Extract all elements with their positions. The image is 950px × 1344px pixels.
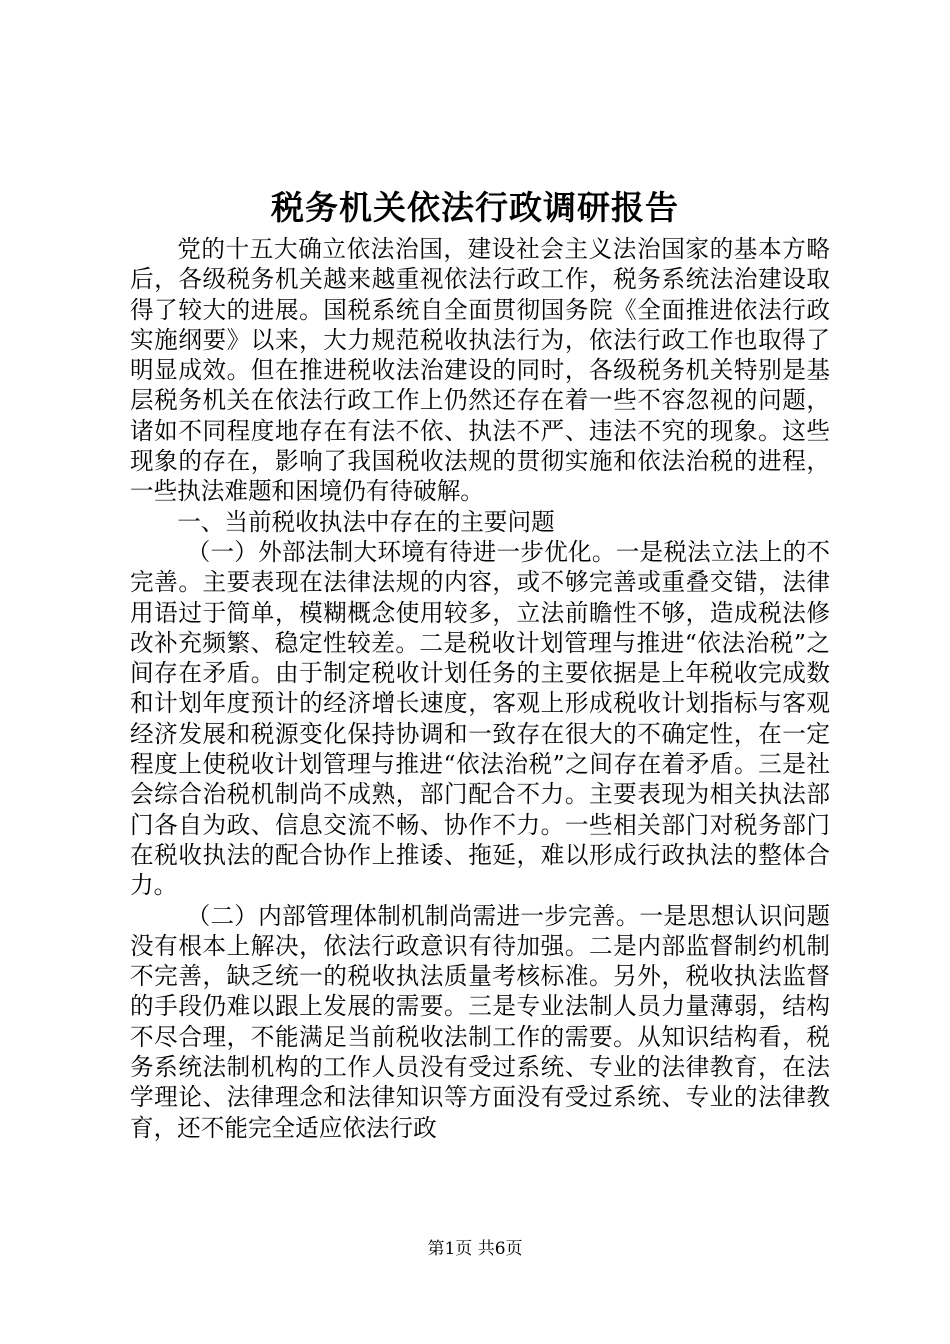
document-body: [130, 234, 830, 1143]
document-title: 税务机关依法行政调研报告: [271, 188, 679, 227]
intro-paragraph: 党的十五大确立依法治国，建设社会主义法治国家的基本方略后，各级税务机关越来越重视依法行政工作，税务系统法治建设取得了较大的进展。国税系统自全面贯彻国务院《全面推进依法行政实施纲要》以来，大力规范税收执法行为，依法行政工作也取得了明显成效。但在推进税收法治建设的同时，各级税务机关特别是基层税务机关在依法行政工作上仍然还存在着一些不容忽视的问题，诸如不同程度地存在有法不依、执法不严、违法不究的现象。这些现象的存在，影响了我国税收法规的贯彻实施和依法治税的进程，一些执法难题和困境仍有待破解。: [130, 235, 830, 506]
subsection-paragraph-2: （二）内部管理体制机制尚需进一步完善。一是思想认识问题没有根本上解决，依法行政意识有待加强。二是内部监督制约机制不完善，缺乏统一的税收执法质量考核标准。另外，税收执法监督的手段仍难以跟上发展的需要。三是专业法制人员力量薄弱，结构不尽合理，不能满足当前税收法制工作的需要。从知识结构看，税务系统法制机构的工作人员没有受过系统、专业的法律教育，在法学理论、法律理念和法律知识等方面没有受过系统、专业的法律教育，还不能完全适应依法行政: [130, 901, 830, 1142]
page-number-footer: 第1页 共6页: [427, 1239, 523, 1259]
subsection-paragraph-1: （一）外部法制大环境有待进一步优化。一是税法立法上的不完善。主要表现在法律法规的内容，或不够完善或重叠交错，法律用语过于简单，模糊概念使用较多，立法前瞻性不够，造成税法修改补充频繁、稳定性较差。二是税收计划管理与推进“依法治税”之间存在矛盾。由于制定税收计划任务的主要依据是上年税收完成数和计划年度预计的经济增长速度，客观上形成税收计划指标与客观经济发展和税源变化保持协调和一致存在很大的不确定性，在一定程度上使税收计划管理与推进“依法治税”之间存在着矛盾。三是社会综合治税机制尚不成熟，部门配合不力。主要表现为相关执法部门各自为政、信息交流不畅、协作不力。一些相关部门对税务部门在税收执法的配合协作上推诿、拖延，难以形成行政执法的整体合力。: [130, 537, 830, 900]
section-heading: 一、当前税收执法中存在的主要问题: [177, 507, 555, 536]
